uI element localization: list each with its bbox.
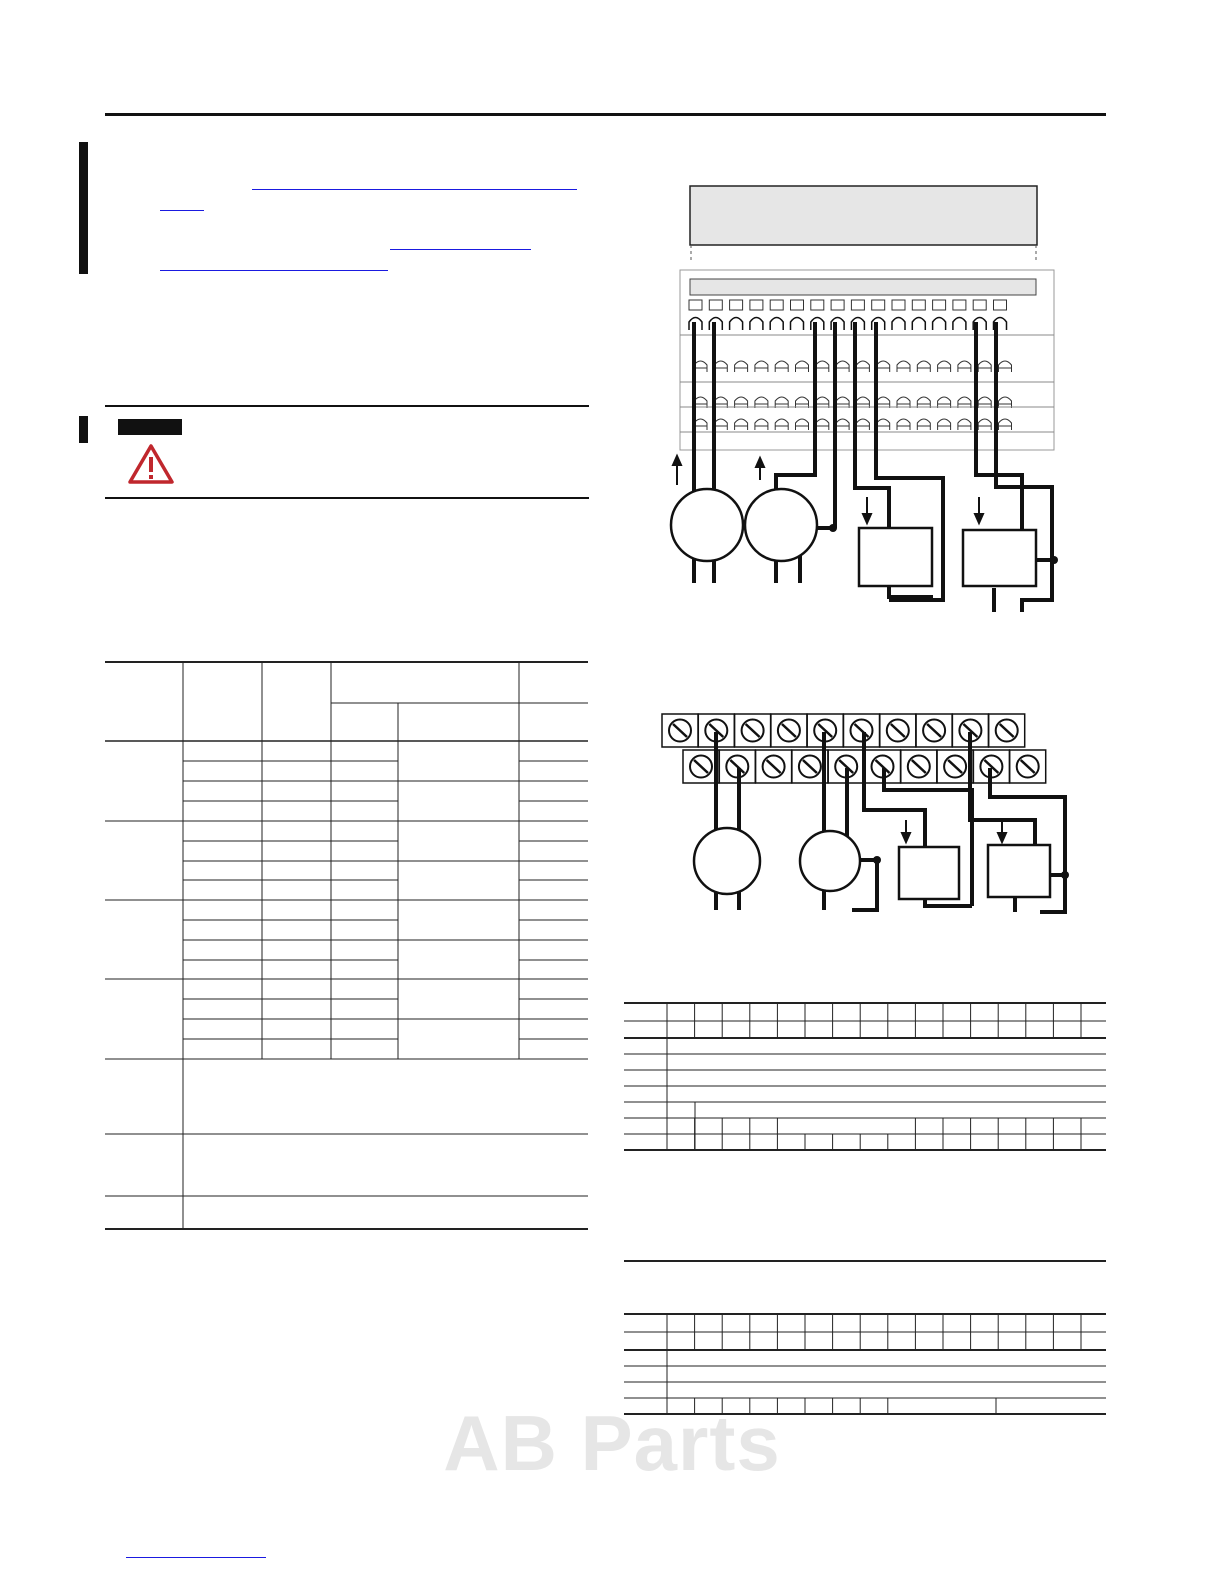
- watermark: AB Parts: [443, 1399, 781, 1487]
